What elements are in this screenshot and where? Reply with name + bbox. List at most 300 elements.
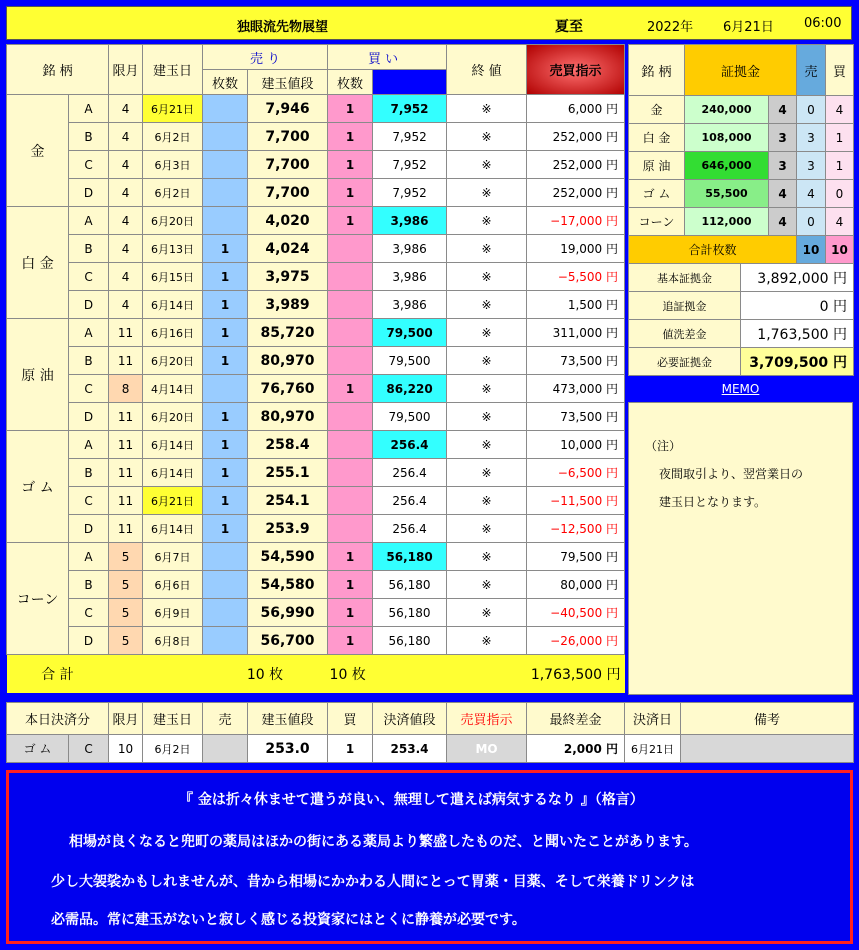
mark-diff: 252,000 円 <box>527 179 625 207</box>
margin-table <box>628 44 854 376</box>
close-price: 256.4 <box>373 487 447 515</box>
contract-month: 11 <box>109 431 143 459</box>
sell-count <box>203 123 248 151</box>
sell-count <box>203 179 248 207</box>
position-row <box>7 95 625 123</box>
margin-buy: 0 <box>826 180 854 208</box>
trade-instruction: ※ <box>447 403 527 431</box>
commodity-name: ゴ ム <box>7 431 69 543</box>
settle-note <box>681 735 854 763</box>
margin-row <box>629 96 854 124</box>
position-row <box>7 571 625 599</box>
summary-row <box>629 320 854 348</box>
contract-month: 11 <box>109 319 143 347</box>
sell-count: 1 <box>203 459 248 487</box>
position-row <box>7 543 625 571</box>
header-instruction: 売買指示 <box>527 45 625 95</box>
margin-buy: 1 <box>826 152 854 180</box>
buy-count <box>328 235 373 263</box>
open-date: 6月15日 <box>143 263 203 291</box>
year-label: 2022年 <box>647 20 694 35</box>
open-price: 7,700 <box>248 179 328 207</box>
mark-diff: −12,500 円 <box>527 515 625 543</box>
positions-table <box>6 44 625 693</box>
summary-row <box>629 292 854 320</box>
contract-month: 4 <box>109 263 143 291</box>
summary-label: 必要証拠金 <box>629 348 741 376</box>
header-buy-count: 枚数 <box>328 70 373 95</box>
margin-amount: 112,000 <box>685 208 769 236</box>
contract-letter: D <box>69 403 109 431</box>
buy-count: 1 <box>328 599 373 627</box>
trade-instruction: ※ <box>447 95 527 123</box>
header-buy: 買 い <box>328 45 447 70</box>
open-price: 3,975 <box>248 263 328 291</box>
buy-count: 1 <box>328 375 373 403</box>
open-date: 6月2日 <box>143 179 203 207</box>
contract-letter: A <box>69 543 109 571</box>
buy-count <box>328 347 373 375</box>
summary-row <box>629 348 854 376</box>
settle-header-sell: 売 <box>203 703 248 735</box>
header-open-date: 建玉日 <box>143 45 203 95</box>
buy-count <box>328 319 373 347</box>
contract-letter: C <box>69 487 109 515</box>
contract-month: 11 <box>109 487 143 515</box>
mark-diff: 10,000 円 <box>527 431 625 459</box>
sell-count: 1 <box>203 319 248 347</box>
close-price: 256.4 <box>373 459 447 487</box>
trade-instruction: ※ <box>447 319 527 347</box>
total-diff: 1,763,500 円 <box>530 666 621 683</box>
open-date: 6月21日 <box>143 95 203 123</box>
position-row <box>7 487 625 515</box>
trade-instruction: ※ <box>447 627 527 655</box>
header-name: 銘 柄 <box>7 45 109 95</box>
contract-letter: D <box>69 179 109 207</box>
memo-link[interactable]: MEMO <box>721 382 760 396</box>
memo-note: （注） <box>645 439 682 453</box>
settle-header-open-date: 建玉日 <box>143 703 203 735</box>
open-date: 6月3日 <box>143 151 203 179</box>
sell-count: 1 <box>203 263 248 291</box>
close-price: 79,500 <box>373 319 447 347</box>
sell-count: 1 <box>203 431 248 459</box>
settle-header-name: 本日決済分 <box>7 703 109 735</box>
open-date: 6月6日 <box>143 571 203 599</box>
summary-value: 0 円 <box>741 292 854 320</box>
margin-total-label: 合計枚数 <box>629 236 797 264</box>
position-row <box>7 151 625 179</box>
margin-sell: 0 <box>797 96 826 124</box>
margin-commodity: ゴ ム <box>629 180 685 208</box>
mark-diff: −6,500 円 <box>527 459 625 487</box>
close-price: 56,180 <box>373 571 447 599</box>
trade-instruction: ※ <box>447 543 527 571</box>
settle-close-price: 253.4 <box>373 735 447 763</box>
margin-header-buy: 買 <box>826 45 854 96</box>
position-row <box>7 179 625 207</box>
sell-count <box>203 599 248 627</box>
contract-letter: B <box>69 235 109 263</box>
summary-label: 値洗差金 <box>629 320 741 348</box>
header-limit: 限月 <box>109 45 143 95</box>
position-row <box>7 599 625 627</box>
sell-count: 1 <box>203 487 248 515</box>
open-price: 54,590 <box>248 543 328 571</box>
close-price: 3,986 <box>373 263 447 291</box>
margin-quantity: 4 <box>769 208 797 236</box>
open-date: 6月20日 <box>143 207 203 235</box>
contract-month: 4 <box>109 151 143 179</box>
position-row <box>7 375 625 403</box>
margin-row <box>629 208 854 236</box>
trade-instruction: ※ <box>447 151 527 179</box>
open-price: 7,700 <box>248 151 328 179</box>
open-date: 6月9日 <box>143 599 203 627</box>
proverb-panel <box>6 770 853 944</box>
position-row <box>7 347 625 375</box>
buy-count: 1 <box>328 571 373 599</box>
commodity-name: 金 <box>7 95 69 207</box>
settle-final-diff: 2,000 円 <box>527 735 625 763</box>
trade-instruction: ※ <box>447 291 527 319</box>
mark-diff: 19,000 円 <box>527 235 625 263</box>
margin-commodity: 金 <box>629 96 685 124</box>
mark-diff: 252,000 円 <box>527 151 625 179</box>
contract-letter: B <box>69 347 109 375</box>
open-price: 7,946 <box>248 95 328 123</box>
open-date: 6月2日 <box>143 123 203 151</box>
settle-buy: 1 <box>328 735 373 763</box>
position-row <box>7 123 625 151</box>
margin-quantity: 4 <box>769 96 797 124</box>
open-date: 6月7日 <box>143 543 203 571</box>
contract-month: 11 <box>109 347 143 375</box>
open-date: 6月16日 <box>143 319 203 347</box>
open-price: 3,989 <box>248 291 328 319</box>
buy-count: 1 <box>328 123 373 151</box>
sell-count <box>203 627 248 655</box>
margin-quantity: 3 <box>769 124 797 152</box>
mark-diff: −26,000 円 <box>527 627 625 655</box>
margin-row <box>629 152 854 180</box>
memo-line-2: 夜間取引より、翌営業日の <box>659 467 804 481</box>
margin-buy: 1 <box>826 124 854 152</box>
trade-instruction: ※ <box>447 431 527 459</box>
settle-row <box>7 735 854 763</box>
total-label: 合 計 <box>41 666 74 683</box>
settle-limit: 10 <box>109 735 143 763</box>
close-price: 56,180 <box>373 599 447 627</box>
buy-count: 1 <box>328 543 373 571</box>
settle-date: 6月21日 <box>625 735 681 763</box>
settle-header-date: 決済日 <box>625 703 681 735</box>
sell-count <box>203 151 248 179</box>
open-date: 6月14日 <box>143 431 203 459</box>
sell-count <box>203 571 248 599</box>
buy-count <box>328 291 373 319</box>
open-price: 85,720 <box>248 319 328 347</box>
margin-buy: 4 <box>826 96 854 124</box>
open-price: 255.1 <box>248 459 328 487</box>
margin-header-margin: 証拠金 <box>685 45 797 96</box>
summary-value: 3,892,000 円 <box>741 264 854 292</box>
settle-header-open-price: 建玉値段 <box>248 703 328 735</box>
open-price: 253.9 <box>248 515 328 543</box>
trade-instruction: ※ <box>447 123 527 151</box>
close-price: 7,952 <box>373 179 447 207</box>
date-label: 6月21日 <box>723 20 774 35</box>
position-row <box>7 235 625 263</box>
settle-instruction: MO <box>447 735 527 763</box>
trade-instruction: ※ <box>447 599 527 627</box>
buy-count <box>328 263 373 291</box>
header-sell: 売 り <box>203 45 328 70</box>
trade-instruction: ※ <box>447 263 527 291</box>
sell-count: 1 <box>203 515 248 543</box>
summary-label: 基本証拠金 <box>629 264 741 292</box>
settle-header-final-diff: 最終差金 <box>527 703 625 735</box>
open-price: 7,700 <box>248 123 328 151</box>
close-price: 79,500 <box>373 347 447 375</box>
open-date: 6月14日 <box>143 515 203 543</box>
settle-header-limit: 限月 <box>109 703 143 735</box>
contract-letter: C <box>69 151 109 179</box>
contract-month: 8 <box>109 375 143 403</box>
settle-kind: C <box>69 735 109 763</box>
close-price: 56,180 <box>373 543 447 571</box>
contract-letter: A <box>69 207 109 235</box>
settle-open-date: 6月2日 <box>143 735 203 763</box>
close-price: 3,986 <box>373 291 447 319</box>
mark-diff: 80,000 円 <box>527 571 625 599</box>
contract-letter: B <box>69 459 109 487</box>
trade-instruction: ※ <box>447 207 527 235</box>
margin-commodity: コーン <box>629 208 685 236</box>
mark-diff: −17,000 円 <box>527 207 625 235</box>
mark-diff: 252,000 円 <box>527 123 625 151</box>
buy-count <box>328 515 373 543</box>
contract-month: 5 <box>109 599 143 627</box>
mark-diff: −5,500 円 <box>527 263 625 291</box>
header-sell-count: 枚数 <box>203 70 248 95</box>
open-date: 6月14日 <box>143 291 203 319</box>
season-label: 夏至 <box>555 19 583 35</box>
buy-count: 1 <box>328 179 373 207</box>
sell-count <box>203 375 248 403</box>
buy-count <box>328 403 373 431</box>
margin-row <box>629 124 854 152</box>
mark-diff: 79,500 円 <box>527 543 625 571</box>
close-price: 79,500 <box>373 403 447 431</box>
trade-instruction: ※ <box>447 235 527 263</box>
position-row <box>7 431 625 459</box>
contract-letter: B <box>69 571 109 599</box>
open-price: 4,024 <box>248 235 328 263</box>
contract-month: 4 <box>109 235 143 263</box>
position-row <box>7 627 625 655</box>
commodity-name: 原 油 <box>7 319 69 431</box>
position-row <box>7 319 625 347</box>
contract-letter: D <box>69 515 109 543</box>
trade-instruction: ※ <box>447 571 527 599</box>
open-price: 56,700 <box>248 627 328 655</box>
summary-value: 1,763,500 円 <box>741 320 854 348</box>
settle-open-price: 253.0 <box>248 735 328 763</box>
commodity-name: 白 金 <box>7 207 69 319</box>
margin-total-sell: 10 <box>797 236 826 264</box>
close-price: 56,180 <box>373 627 447 655</box>
mark-diff: 473,000 円 <box>527 375 625 403</box>
buy-count: 1 <box>328 95 373 123</box>
close-price: 7,952 <box>373 95 447 123</box>
sell-count <box>203 543 248 571</box>
close-price: 3,986 <box>373 207 447 235</box>
margin-sell: 0 <box>797 208 826 236</box>
open-price: 80,970 <box>248 403 328 431</box>
buy-count: 1 <box>328 151 373 179</box>
sell-count: 1 <box>203 291 248 319</box>
trade-instruction: ※ <box>447 179 527 207</box>
proverb-line-2: 少し大袈裟かもしれませんが、昔から相場にかかわる人間にとって胃薬・目薬、そして栄養ドリンクは <box>51 874 695 890</box>
mark-diff: 1,500 円 <box>527 291 625 319</box>
margin-amount: 55,500 <box>685 180 769 208</box>
margin-commodity: 白 金 <box>629 124 685 152</box>
contract-month: 5 <box>109 543 143 571</box>
contract-letter: D <box>69 291 109 319</box>
contract-letter: B <box>69 123 109 151</box>
margin-commodity: 原 油 <box>629 152 685 180</box>
sell-count: 1 <box>203 403 248 431</box>
margin-quantity: 4 <box>769 180 797 208</box>
buy-count: 1 <box>328 207 373 235</box>
mark-diff: 6,000 円 <box>527 95 625 123</box>
open-date: 6月13日 <box>143 235 203 263</box>
margin-total-row <box>629 236 854 264</box>
close-price: 3,986 <box>373 235 447 263</box>
settle-header-note: 備考 <box>681 703 854 735</box>
position-row <box>7 403 625 431</box>
sell-count: 1 <box>203 235 248 263</box>
open-date: 6月14日 <box>143 459 203 487</box>
contract-month: 5 <box>109 627 143 655</box>
mark-diff: 311,000 円 <box>527 319 625 347</box>
contract-month: 4 <box>109 179 143 207</box>
position-row <box>7 291 625 319</box>
commodity-name: コーン <box>7 543 69 655</box>
contract-letter: D <box>69 627 109 655</box>
open-price: 76,760 <box>248 375 328 403</box>
open-price: 56,990 <box>248 599 328 627</box>
buy-count <box>328 487 373 515</box>
open-date: 6月20日 <box>143 347 203 375</box>
open-date: 6月21日 <box>143 487 203 515</box>
margin-amount: 646,000 <box>685 152 769 180</box>
mark-diff: 73,500 円 <box>527 347 625 375</box>
contract-letter: A <box>69 95 109 123</box>
margin-amount: 108,000 <box>685 124 769 152</box>
contract-month: 11 <box>109 459 143 487</box>
close-price: 256.4 <box>373 431 447 459</box>
buy-count <box>328 431 373 459</box>
trade-instruction: ※ <box>447 375 527 403</box>
settle-name: ゴ ム <box>7 735 69 763</box>
header-open-price: 建玉値段 <box>248 70 328 95</box>
trade-instruction: ※ <box>447 459 527 487</box>
trade-instruction: ※ <box>447 515 527 543</box>
contract-month: 5 <box>109 571 143 599</box>
memo-panel <box>628 402 853 695</box>
contract-letter: C <box>69 599 109 627</box>
open-price: 254.1 <box>248 487 328 515</box>
total-row <box>7 655 625 693</box>
total-buy: 10 枚 <box>329 666 366 683</box>
buy-count: 1 <box>328 627 373 655</box>
proverb-line-1: 相場が良くなると兜町の薬局はほかの街にある薬局より繁盛したものだ、と聞いたことがあります。 <box>69 834 698 850</box>
proverb-title: 『 金は折々休ませて遣うが良い、無理して遣えば病気するなり 』（格言） <box>179 792 644 808</box>
margin-row <box>629 180 854 208</box>
proverb-line-3: 必需品。常に建玉がないと寂しく感じる投資家にはとくに静養が必要です。 <box>51 912 526 928</box>
margin-amount: 240,000 <box>685 96 769 124</box>
margin-header-name: 銘 柄 <box>629 45 685 96</box>
contract-month: 4 <box>109 95 143 123</box>
memo-header <box>628 377 853 401</box>
mark-diff: 73,500 円 <box>527 403 625 431</box>
summary-label: 追証拠金 <box>629 292 741 320</box>
contract-letter: C <box>69 263 109 291</box>
position-row <box>7 459 625 487</box>
settle-sell <box>203 735 248 763</box>
contract-letter: C <box>69 375 109 403</box>
margin-buy: 4 <box>826 208 854 236</box>
sell-count: 1 <box>203 347 248 375</box>
summary-row <box>629 264 854 292</box>
mark-diff: −40,500 円 <box>527 599 625 627</box>
settle-header-instruction: 売買指示 <box>447 703 527 735</box>
open-price: 4,020 <box>248 207 328 235</box>
position-row <box>7 207 625 235</box>
contract-month: 4 <box>109 291 143 319</box>
trade-instruction: ※ <box>447 487 527 515</box>
margin-sell: 4 <box>797 180 826 208</box>
open-date: 6月20日 <box>143 403 203 431</box>
margin-total-buy: 10 <box>826 236 854 264</box>
margin-header-sell: 売 <box>797 45 826 96</box>
total-sell: 10 枚 <box>246 666 284 683</box>
settlement-table <box>6 702 854 763</box>
sell-count <box>203 207 248 235</box>
sell-count <box>203 95 248 123</box>
open-price: 258.4 <box>248 431 328 459</box>
margin-sell: 3 <box>797 152 826 180</box>
position-row <box>7 515 625 543</box>
open-price: 54,580 <box>248 571 328 599</box>
margin-quantity: 3 <box>769 152 797 180</box>
contract-month: 11 <box>109 403 143 431</box>
settle-header-buy: 買 <box>328 703 373 735</box>
open-date: 4月14日 <box>143 375 203 403</box>
header-close: 終 値 <box>447 45 527 95</box>
position-row <box>7 263 625 291</box>
summary-value: 3,709,500 円 <box>741 348 854 376</box>
contract-month: 4 <box>109 123 143 151</box>
margin-sell: 3 <box>797 124 826 152</box>
trade-instruction: ※ <box>447 347 527 375</box>
open-date: 6月8日 <box>143 627 203 655</box>
contract-letter: A <box>69 319 109 347</box>
buy-count <box>328 459 373 487</box>
